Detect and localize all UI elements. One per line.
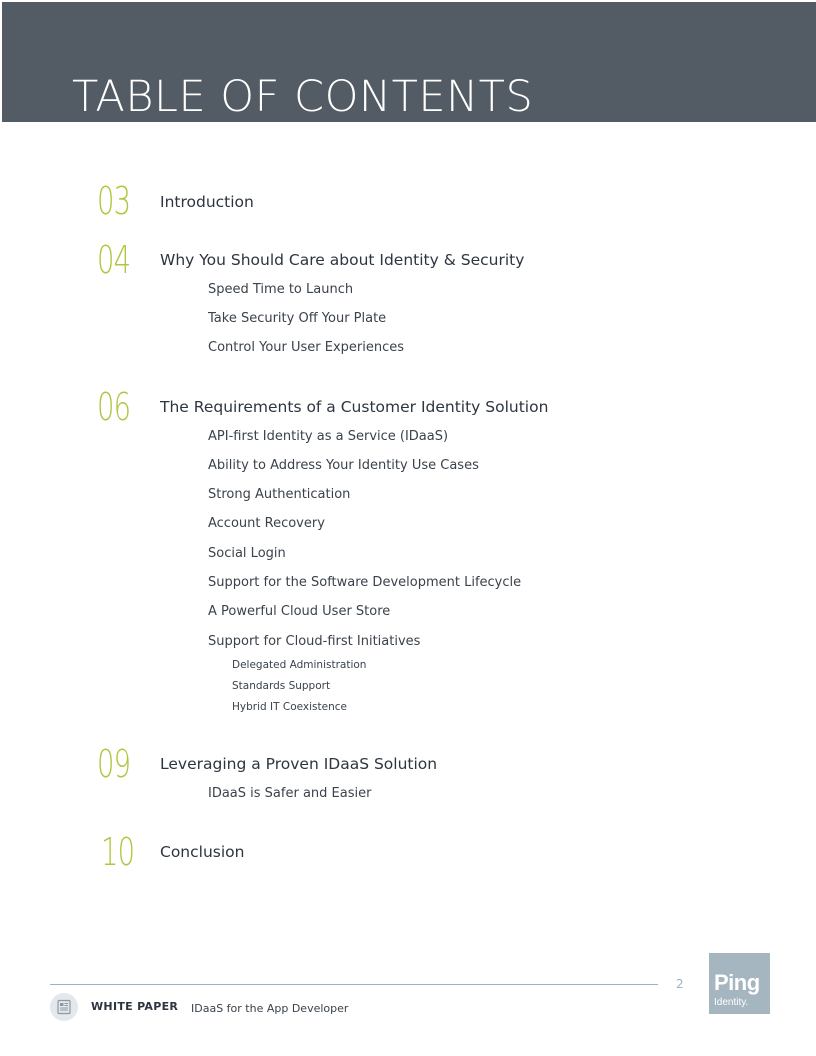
- toc-subitem[interactable]: Support for Cloud-first Initiatives: [208, 634, 421, 649]
- toc-link-leveraging[interactable]: Leveraging a Proven IDaaS Solution: [160, 755, 438, 773]
- toc-link-why-care[interactable]: Why You Should Care about Identity & Security: [160, 251, 525, 269]
- document-icon: [50, 993, 78, 1021]
- page-title: TABLE OF CONTENTS: [72, 72, 534, 122]
- section-number: 06: [97, 385, 131, 429]
- logo-subword: Identity.: [714, 997, 749, 1008]
- toc-subitem[interactable]: Support for the Software Development Lifecycle: [208, 575, 522, 590]
- footer-doc-title: IDaaS for the App Developer: [191, 1002, 349, 1015]
- toc-subitem[interactable]: API-first Identity as a Service (IDaaS): [208, 429, 449, 444]
- footer-divider: [50, 984, 658, 985]
- toc-subitem[interactable]: Control Your User Experiences: [208, 340, 405, 355]
- toc-subsubitem[interactable]: Standards Support: [232, 680, 331, 692]
- toc-subitem[interactable]: Take Security Off Your Plate: [208, 311, 387, 326]
- toc-link-conclusion[interactable]: Conclusion: [160, 843, 245, 861]
- toc-subitem[interactable]: Account Recovery: [208, 516, 325, 531]
- section-number: 03: [97, 179, 131, 223]
- header-band: [2, 2, 816, 122]
- toc-subitem[interactable]: IDaaS is Safer and Easier: [208, 786, 372, 801]
- toc-subsubitem[interactable]: Delegated Administration: [232, 659, 367, 671]
- toc-subitem[interactable]: Speed Time to Launch: [208, 282, 354, 297]
- toc-subitem[interactable]: Ability to Address Your Identity Use Cases: [208, 458, 479, 473]
- section-number: 10: [101, 830, 135, 874]
- toc-link-requirements[interactable]: The Requirements of a Customer Identity Solution: [160, 398, 549, 416]
- toc-subitem[interactable]: Social Login: [208, 546, 286, 561]
- section-number: 04: [97, 238, 131, 282]
- toc-link-introduction[interactable]: Introduction: [160, 193, 254, 211]
- toc-subsubitem[interactable]: Hybrid IT Coexistence: [232, 701, 347, 713]
- section-number: 09: [97, 742, 131, 786]
- ping-identity-logo: [709, 953, 770, 1014]
- page-number: 2: [676, 977, 684, 991]
- toc-subitem[interactable]: A Powerful Cloud User Store: [208, 604, 391, 619]
- toc-subitem[interactable]: Strong Authentication: [208, 487, 351, 502]
- footer-label: WHITE PAPER: [91, 1000, 179, 1013]
- logo-word: Ping: [714, 970, 760, 995]
